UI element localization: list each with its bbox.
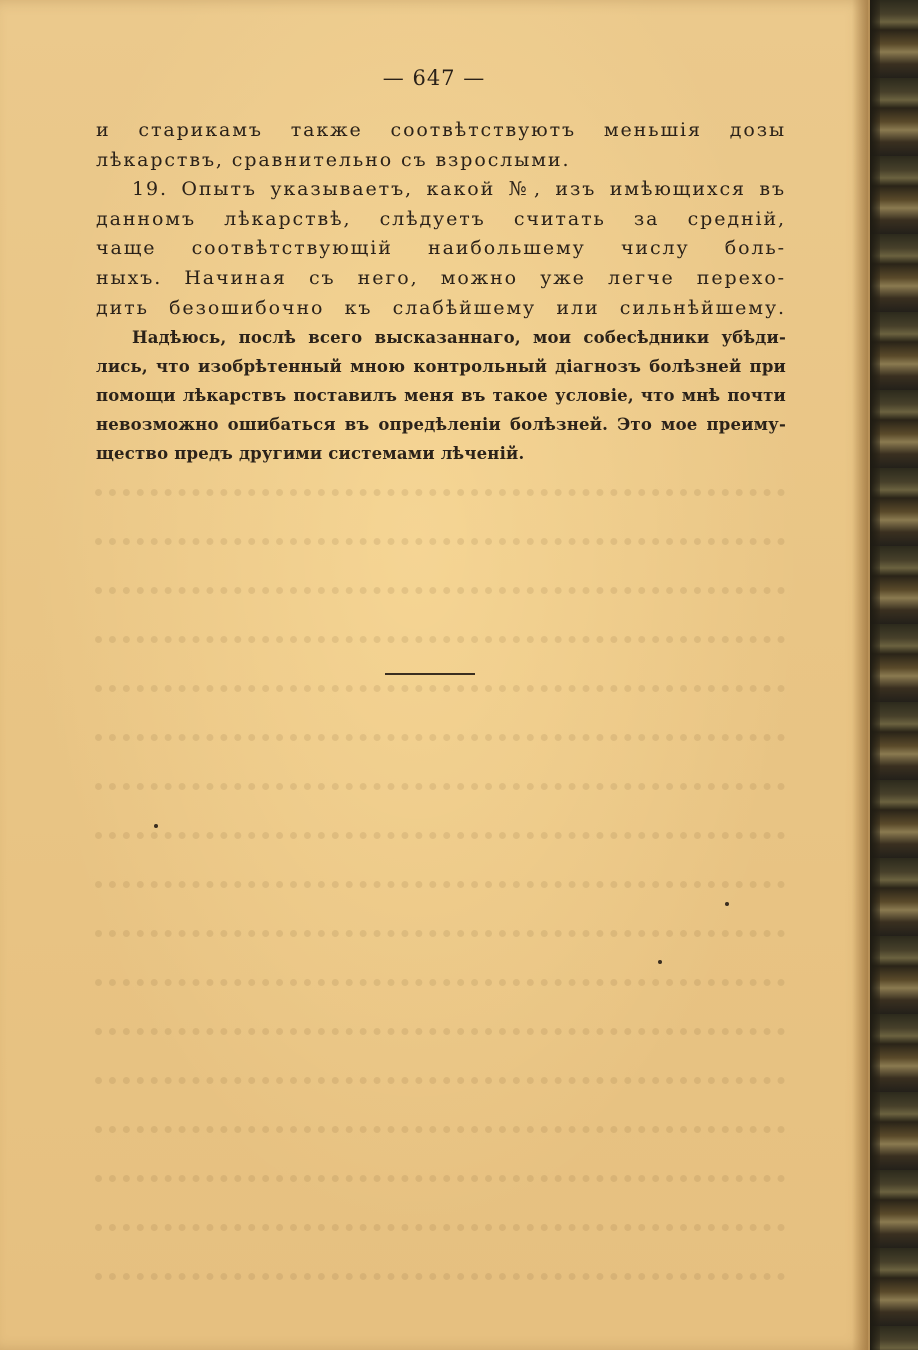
show-through-line (95, 1224, 785, 1259)
show-through-line (95, 587, 785, 622)
text-line: лѣкарствъ, сравнительно съ взрослыми. (96, 148, 571, 171)
page-edge-shadow (852, 0, 870, 1350)
show-through-line (95, 783, 785, 818)
paper-speck (725, 902, 729, 906)
text-line: дить безошибочно къ слабѣйшему или сильнѣйшему. (96, 296, 786, 319)
text-line: помощи лѣкарствъ поставилъ меня въ такое условіе, что мнѣ почти (96, 386, 786, 406)
paper-speck (658, 960, 662, 964)
show-through-line (95, 1028, 785, 1063)
paper-speck (154, 824, 158, 828)
show-through-line (95, 1126, 785, 1161)
show-through-line (95, 930, 785, 965)
text-line: невозможно ошибаться въ опредѣленіи болѣзней. Это мое преиму- (96, 415, 786, 435)
show-through-line (95, 979, 785, 1014)
body-text (96, 116, 786, 468)
show-through-line (95, 1175, 785, 1210)
show-through-line (95, 489, 785, 524)
text-line: лись, что изобрѣтенный мною контрольный діагнозъ болѣзней при (96, 357, 786, 377)
show-through-text (95, 475, 785, 1215)
show-through-line (95, 1273, 785, 1308)
show-through-line (95, 636, 785, 671)
text-line: и старикамъ также соотвѣтствуютъ меньшія дозы (96, 119, 786, 141)
text-line: Надѣюсь, послѣ всего высказаннаго, мои собесѣдники убѣди- (132, 328, 786, 348)
show-through-line (95, 734, 785, 769)
show-through-line (95, 881, 785, 916)
show-through-line (95, 685, 785, 720)
paragraph-19 (96, 175, 786, 323)
text-line: чаще соотвѣтствующій наибольшему числу боль- (96, 237, 786, 260)
text-line: щество предъ другими системами лѣченій. (96, 444, 525, 464)
show-through-line (95, 1077, 785, 1112)
text-line: данномъ лѣкарствѣ, слѣдуетъ считать за средній, (96, 207, 786, 230)
text-line: ныхъ. Начиная съ него, можно уже легче перехо- (96, 266, 786, 289)
section-divider (385, 673, 475, 675)
show-through-line (95, 832, 785, 867)
page-number: — 647 — (382, 66, 486, 90)
paragraph-conclusion (96, 323, 786, 468)
show-through-line (95, 538, 785, 573)
paragraph-continuation (96, 116, 786, 175)
text-line: 19. Опытъ указываетъ, какой №, изъ имѣющихся въ (132, 178, 786, 201)
binding-shadow (870, 0, 880, 1350)
